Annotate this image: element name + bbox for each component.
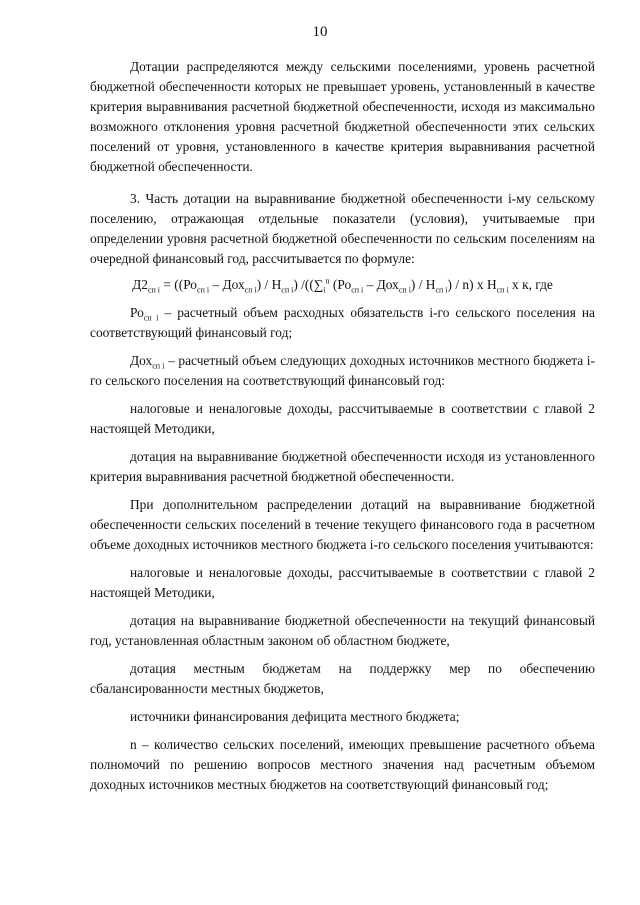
formula-part: (Ро [329,277,352,292]
formula-part: х к, где [508,277,553,292]
formula-sum-sub: i [323,285,326,295]
formula-part: ) /((∑ [293,277,324,292]
formula-part: – Дох [209,277,245,292]
paragraph-10: дотация местным бюджетам на поддержку мер по обеспечению сбалансированности местных бюджетов, [90,661,595,696]
formula-sub: сп i [435,285,448,295]
formula-sub: сп i [281,285,294,295]
paragraph-12: – количество сельских поселений, имеющих превышение расчетного объема полномочий по решению вопросов местного значения над расчетным объемом доходных источников местных бюджетов на соответствующий финансовый год; [90,737,595,792]
term-dox-sub: сп i [152,361,165,371]
paragraph-n-definition [90,735,595,795]
paragraph-ro-definition [90,303,595,343]
paragraph-11: источники финансирования дефицита местного бюджета; [130,709,460,724]
formula-sub: сп i [147,285,161,295]
formula-d2: Д2 [132,277,148,292]
formula-sub: сп i [197,285,210,295]
paragraph-5: налоговые и неналоговые доходы, рассчитываемые в соответствии с главой 2 настоящей Методики, [90,401,595,436]
paragraph-6: дотация на выравнивание бюджетной обеспеченности исходя из установленного критерия выравнивания расчетной бюджетной обеспеченности. [90,449,595,484]
term-ro: Ро [130,305,144,320]
page-number: 10 [312,24,328,40]
formula-sub: сп i [496,285,509,295]
formula-sum-sup: n [325,276,330,286]
formula-part: ) / Н [256,277,282,292]
term-n: n [130,737,137,752]
paragraph-4: – расчетный объем следующих доходных источников местного бюджета i-го сельского поселения на соответствующий финансовый год: [90,353,595,388]
document-body [90,57,595,795]
paragraph-8: налоговые и неналоговые доходы, рассчитываемые в соответствии с главой 2 настоящей Методики, [90,565,595,600]
paragraph-9: дотация на выравнивание бюджетной обеспеченности на текущий финансовый год, установленная областным законом об областном бюджете, [90,613,595,648]
formula-part: = ((Ро [160,277,198,292]
paragraph-7: При дополнительном распределении дотаций на выравнивание бюджетной обеспеченности сельских поселений в течение текущего финансового года в расчетном объеме доходных источников местного бюджета i-го сельского поселения учитываются: [90,497,595,552]
formula-sub: сп i [351,285,364,295]
formula-part: ) / n) х Н [447,277,497,292]
paragraph-3: – расчетный объем расходных обязательств i-го сельского поселения на соответствующий финансовый год; [90,305,595,340]
formula [90,275,595,295]
term-ro-sub: сп i [143,313,159,323]
paragraph-dox-definition [90,351,595,391]
formula-sub: сп i [244,285,257,295]
formula-sub: сп i [398,285,411,295]
formula-part: – Дох [363,277,399,292]
paragraph-1: Дотации распределяются между сельскими поселениями, уровень расчетной бюджетной обеспеченности которых не превышает уровень, установленный в качестве критерия выравнивания расчетной бюджетной обеспеченности, исходя из максимально возможного отклонения уровня расчетной бюджетной обеспеченности этих сельских поселений от уровня, установленного в качестве критерия выравнивания расчетной бюджетной обеспеченности. [90,59,595,174]
paragraph-2: 3. Часть дотации на выравнивание бюджетной обеспеченности i-му сельскому поселению, отражающая отдельные показатели (условия), учитываемые при определении уровня расчетной бюджетной обеспеченности по сельским поселениям на очередной финансовый год, рассчитывается по формуле: [90,191,595,266]
term-dox: Дох [130,353,153,368]
formula-part: ) / Н [410,277,436,292]
